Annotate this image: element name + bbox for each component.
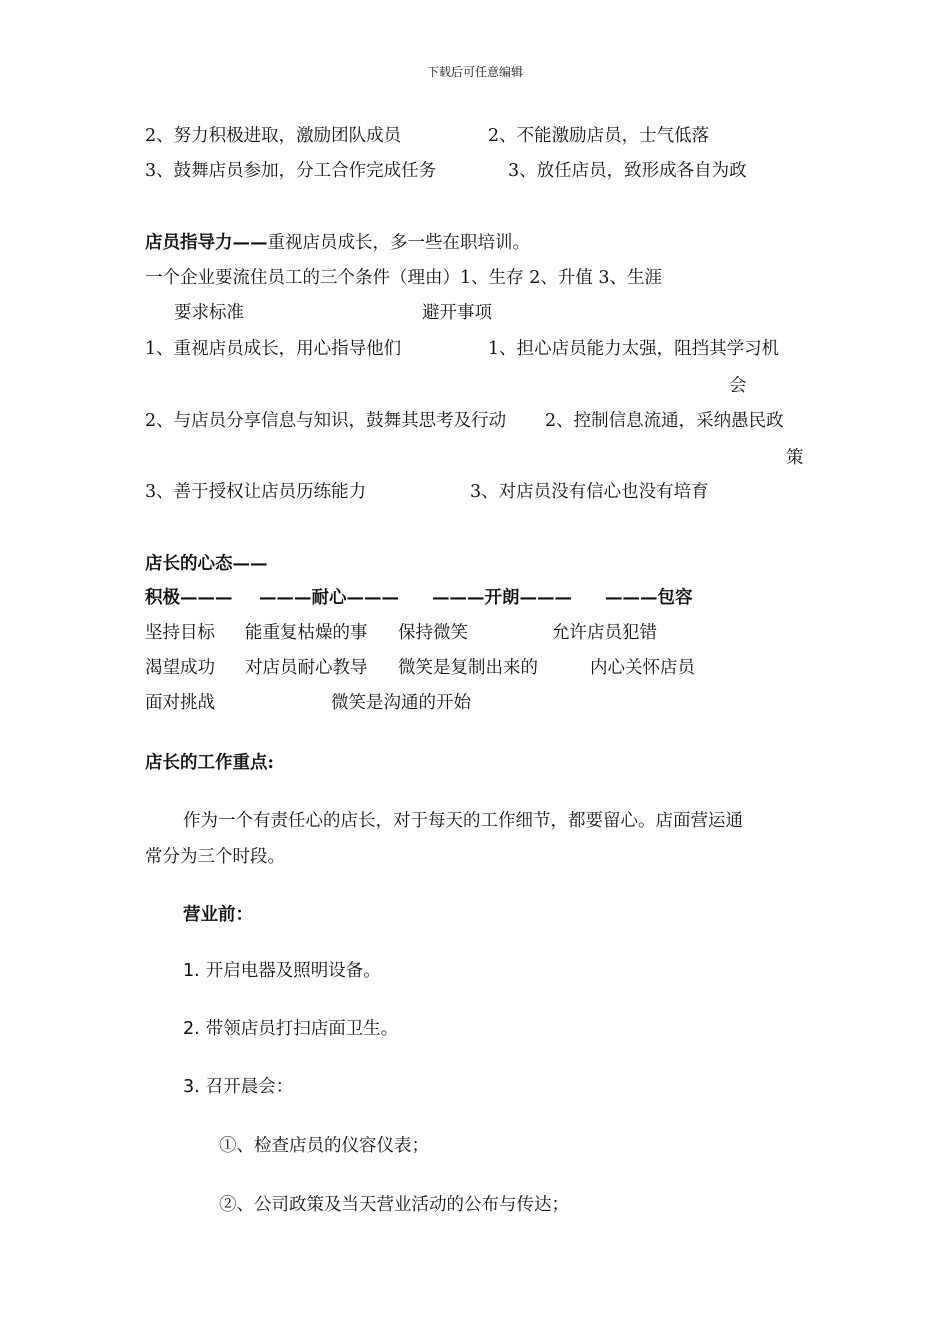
- guidance-heading: [145, 232, 530, 254]
- sub-list-item: ①、检查店员的仪容仪表；: [219, 1136, 429, 1156]
- guidance-row-2-left: 2、与店员分享信息与知识，鼓舞其思考及行动: [145, 411, 507, 431]
- guidance-row-1-right: 1、担心店员能力太强，阻挡其学习机: [488, 339, 780, 359]
- mindset-header-positive: 积极———: [145, 588, 233, 608]
- guidance-row-2-right: 2、控制信息流通，采纳愚民政: [545, 411, 784, 431]
- before-business-title: 营业前：: [183, 905, 253, 925]
- guidance-col-left-header: 要求标准: [174, 303, 244, 323]
- mindset-cell: 对店员耐心教导: [245, 658, 368, 678]
- sub-list-item: ②、公司政策及当天营业活动的公布与传达；: [219, 1195, 569, 1215]
- leader-row-3-right: 3、放任店员，致形成各自为政: [508, 161, 747, 181]
- guidance-row-1-left: 1、重视店员成长，用心指导他们: [145, 339, 402, 359]
- focus-title: 店长的工作重点:: [145, 753, 274, 773]
- mindset-header-tolerance: ———包容: [605, 588, 693, 608]
- list-item: [183, 1018, 398, 1040]
- mindset-cell: 面对挑战: [145, 693, 215, 713]
- list-item-number: 1.: [183, 961, 200, 981]
- list-item: [183, 1076, 293, 1098]
- list-item-text: 带领店员打扫店面卫生。: [205, 1019, 399, 1039]
- mindset-title: 店长的心态——: [145, 554, 268, 574]
- list-item-number: 3.: [183, 1077, 200, 1097]
- guidance-subtitle: 重视店员成长，多一些在职培训。: [267, 233, 530, 253]
- leader-row-2-right: 2、不能激励店员，士气低落: [488, 126, 710, 146]
- mindset-cell: 能重复枯燥的事: [245, 623, 368, 643]
- list-item-number: 2.: [183, 1019, 200, 1039]
- page-header: 下载后可任意编辑: [426, 65, 523, 79]
- guidance-title: 店员指导力——: [145, 233, 268, 253]
- guidance-row-2-wrap: 策: [786, 448, 804, 468]
- mindset-header-patience: ———耐心———: [259, 588, 399, 608]
- guidance-row-3-left: 3、善于授权让店员历练能力: [145, 482, 367, 502]
- guidance-conditions: 一个企业要流住员工的三个条件（理由）1、生存 2、升值 3、生涯: [145, 268, 663, 288]
- mindset-cell: 坚持目标: [145, 623, 215, 643]
- mindset-cell: 允许店员犯错: [552, 623, 657, 643]
- guidance-col-right-header: 避开事项: [422, 303, 492, 323]
- mindset-cell: 渴望成功: [145, 658, 215, 678]
- mindset-header-cheerful: ———开朗———: [432, 588, 572, 608]
- guidance-row-3-right: 3、对店员没有信心也没有培育: [470, 482, 709, 502]
- leader-row-3-left: 3、鼓舞店员参加，分工合作完成任务: [145, 161, 437, 181]
- mindset-cell: 保持微笑: [398, 623, 468, 643]
- guidance-row-1-wrap: 会: [729, 376, 747, 396]
- list-item-text: 开启电器及照明设备。: [205, 961, 381, 981]
- leader-row-2-left: 2、努力积极进取，激励团队成员: [145, 126, 402, 146]
- mindset-cell: 内心关怀店员: [590, 658, 695, 678]
- focus-paragraph-line-2: 常分为三个时段。: [145, 847, 285, 867]
- mindset-cell: 微笑是沟通的开始: [331, 693, 471, 713]
- list-item-text: 召开晨会：: [205, 1077, 294, 1097]
- mindset-cell: 微笑是复制出来的: [398, 658, 538, 678]
- list-item: [183, 960, 381, 982]
- focus-paragraph-line-1: 作为一个有责任心的店长，对于每天的工作细节，都要留心。店面营运通: [183, 811, 743, 831]
